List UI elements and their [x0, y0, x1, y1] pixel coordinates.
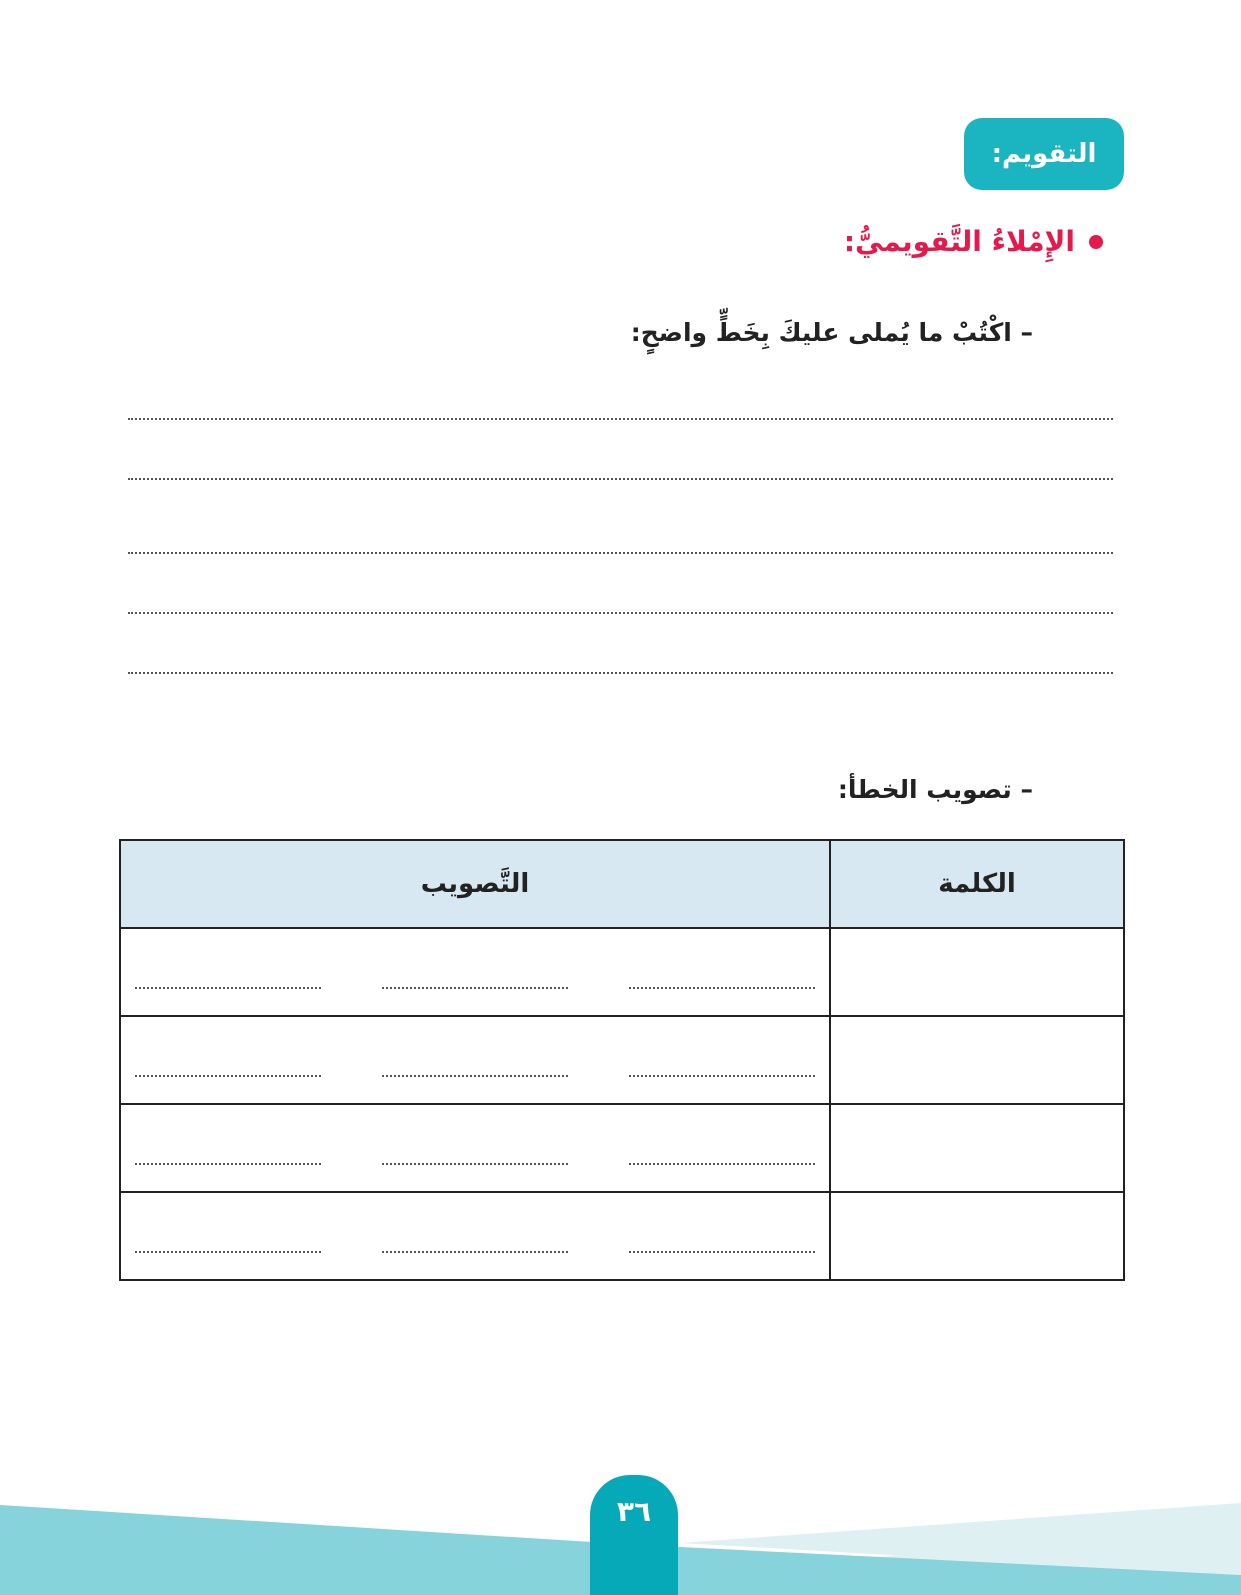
correction-cell [120, 1192, 830, 1280]
correction-cell [120, 928, 830, 1016]
header-correction: التَّصويب [120, 840, 830, 928]
write-instruction: – اكْتُبْ ما يُملى عليكَ بِخَطٍّ واضحٍ: [630, 318, 1033, 347]
answer-slot[interactable] [135, 1163, 321, 1165]
correction-table [119, 839, 1125, 1281]
dictation-heading-label: الإِمْلاءُ التَّقويميُّ: [843, 225, 1075, 258]
answer-slot[interactable] [382, 1163, 568, 1165]
answer-slot[interactable] [629, 987, 815, 989]
table-header-row [120, 840, 1124, 928]
correction-cell [120, 1104, 830, 1192]
page-number: ٣٦ [616, 1495, 652, 1528]
table-row [120, 1192, 1124, 1280]
answer-slot[interactable] [135, 987, 321, 989]
table-row [120, 1016, 1124, 1104]
page-footer [0, 1475, 1241, 1595]
answer-slot[interactable] [629, 1075, 815, 1077]
writing-line[interactable] [128, 478, 1113, 480]
word-cell[interactable] [830, 1192, 1124, 1280]
answer-slot[interactable] [382, 1251, 568, 1253]
answer-slot[interactable] [629, 1163, 815, 1165]
word-cell[interactable] [830, 1016, 1124, 1104]
correction-slots [121, 929, 829, 1015]
evaluation-badge [964, 118, 1124, 190]
answer-slot[interactable] [135, 1075, 321, 1077]
bullet-icon [1089, 235, 1103, 249]
table-row [120, 1104, 1124, 1192]
answer-slot[interactable] [382, 1075, 568, 1077]
answer-slot[interactable] [629, 1251, 815, 1253]
page-number-tab [590, 1475, 678, 1595]
word-cell[interactable] [830, 1104, 1124, 1192]
correction-slots [121, 1017, 829, 1103]
writing-line[interactable] [128, 418, 1113, 420]
correction-slots [121, 1193, 829, 1279]
word-cell[interactable] [830, 928, 1124, 1016]
dictation-heading [844, 225, 1103, 258]
correction-cell [120, 1016, 830, 1104]
answer-slot[interactable] [382, 987, 568, 989]
writing-line[interactable] [128, 552, 1113, 554]
header-word: الكلمة [830, 840, 1124, 928]
correction-slots [121, 1105, 829, 1191]
answer-slot[interactable] [135, 1251, 321, 1253]
writing-line[interactable] [128, 612, 1113, 614]
writing-line[interactable] [128, 672, 1113, 674]
evaluation-badge-label: التقويم: [991, 139, 1097, 169]
table-row [120, 928, 1124, 1016]
correction-instruction: – تصويب الخطأ: [837, 775, 1033, 804]
